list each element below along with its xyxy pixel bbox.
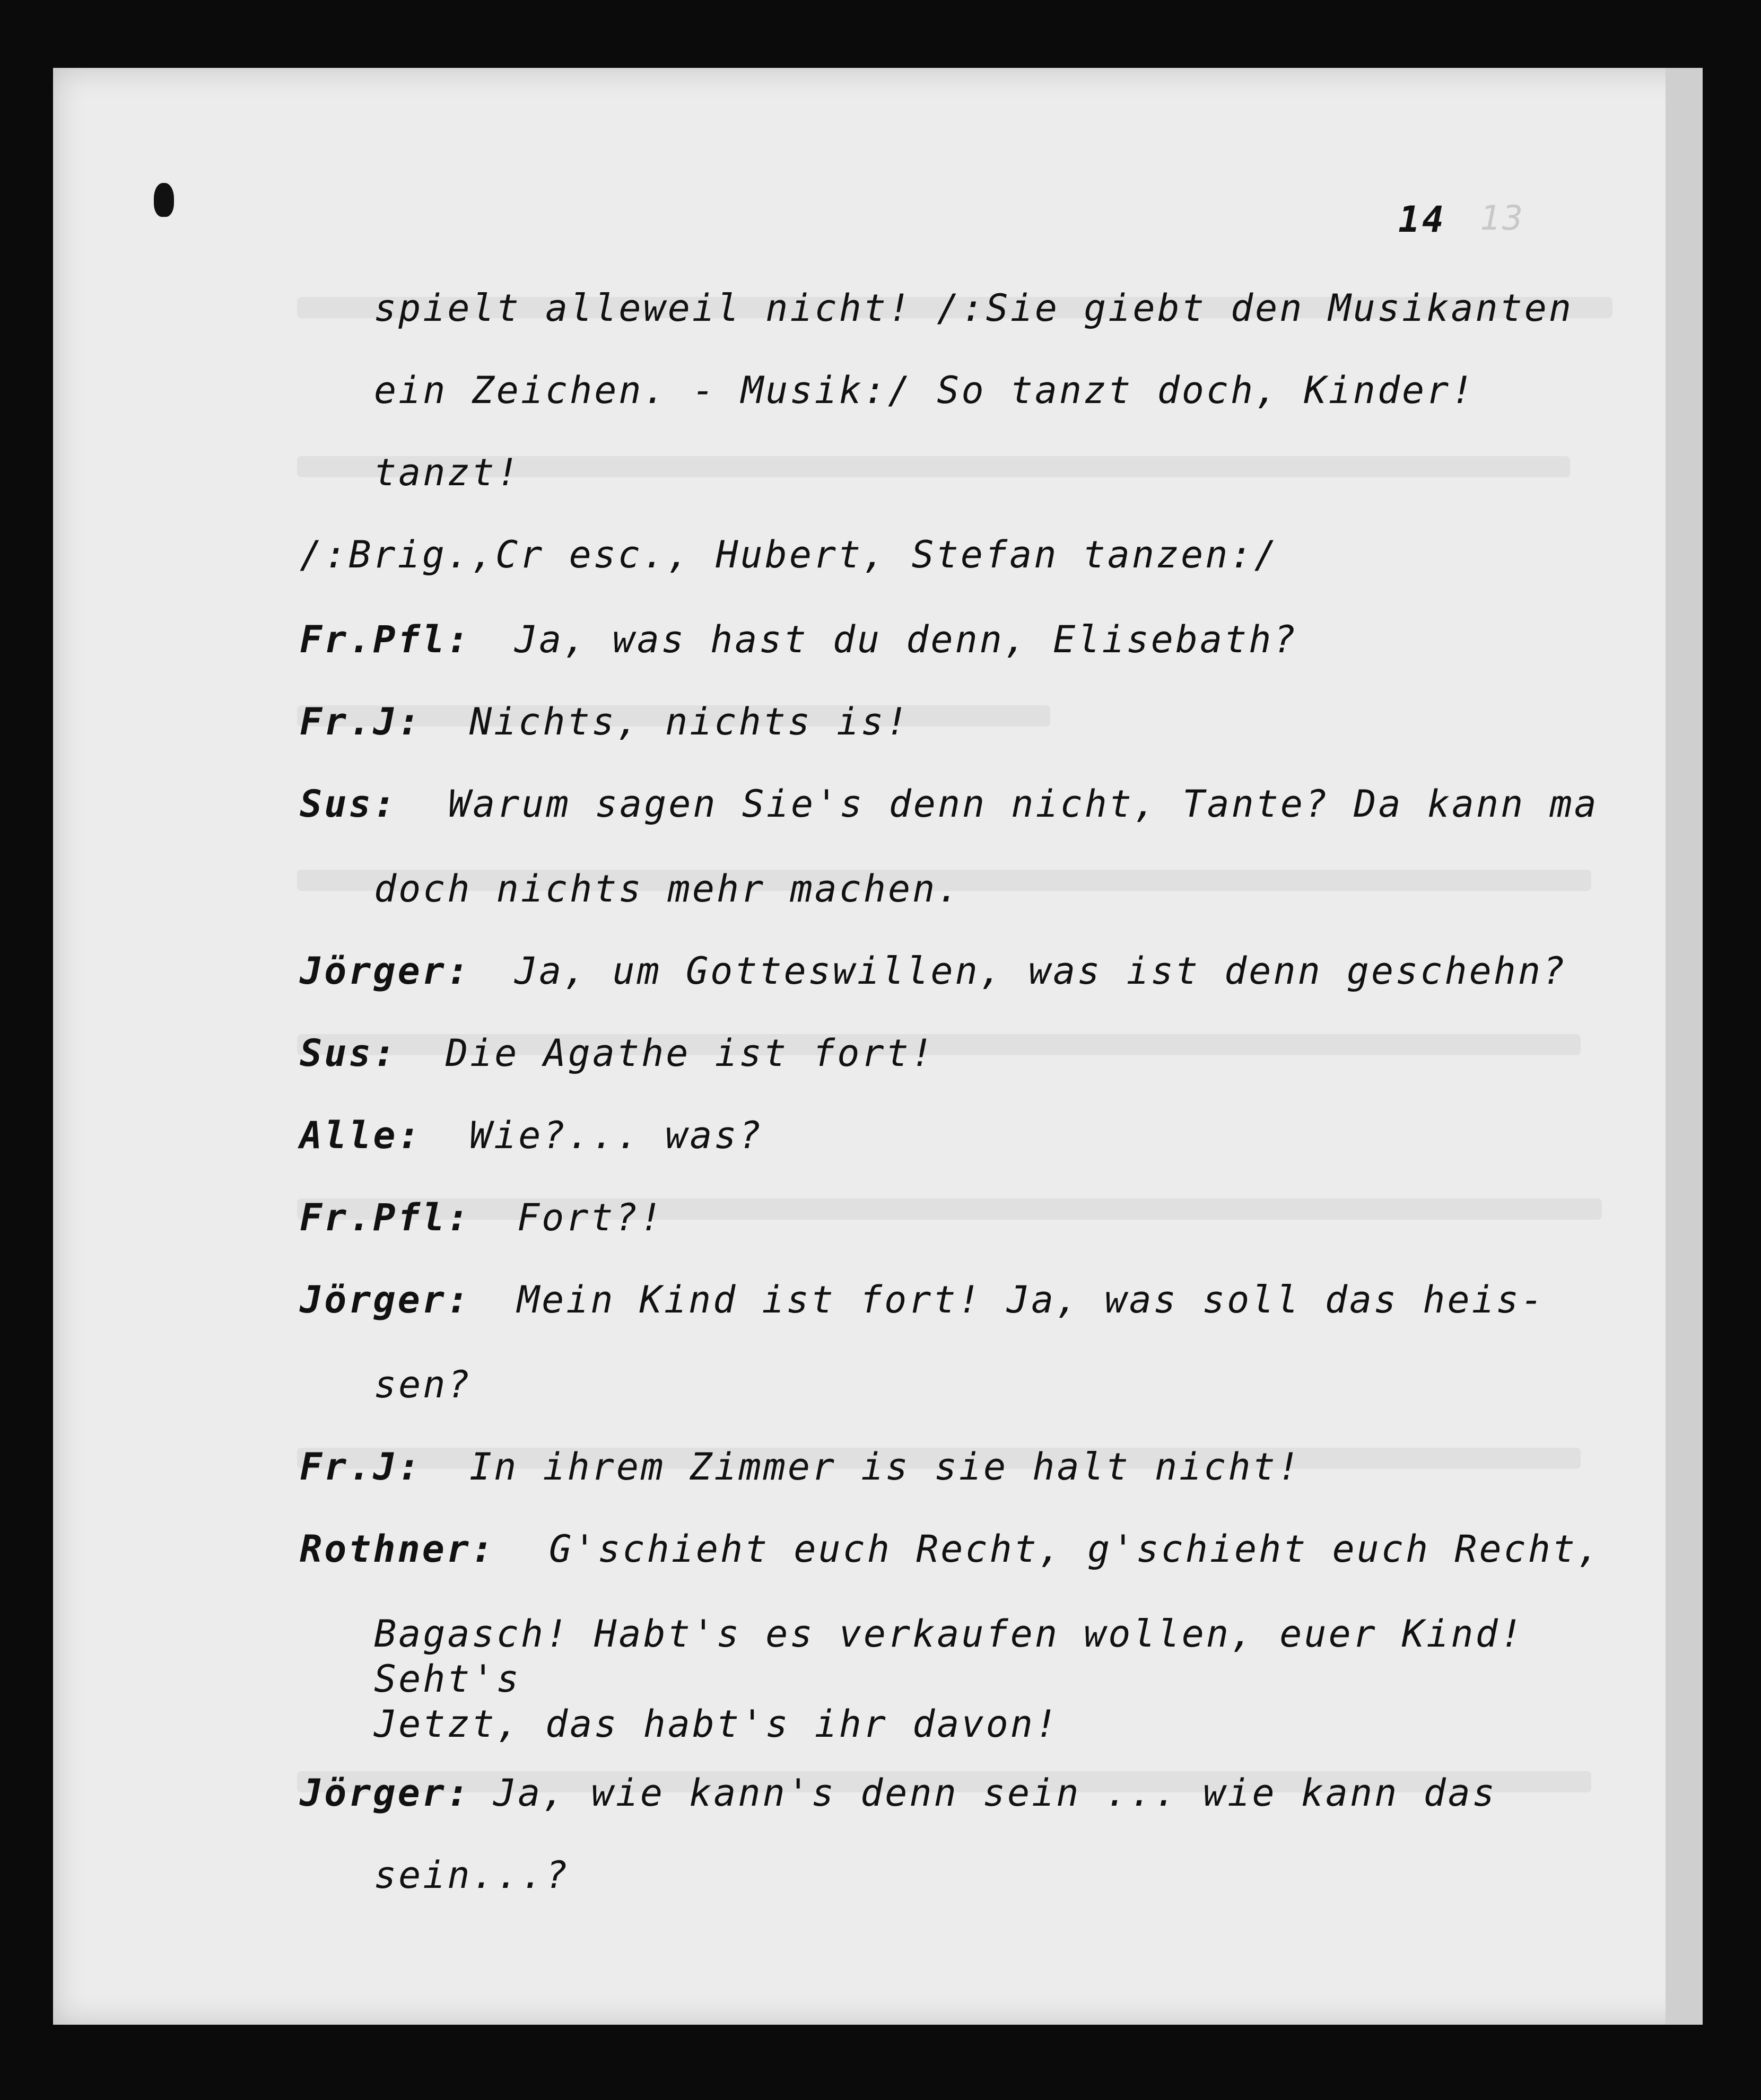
dialogue-line: Ja, um Gotteswillen, was ist denn geschehn?: [515, 949, 1567, 993]
dialogue-continuation: sen?: [374, 1363, 472, 1406]
page-number: 14: [1398, 199, 1446, 241]
dialogue-line: Mein Kind ist fort! Ja, was soll das heis-: [517, 1278, 1546, 1322]
speaker-label: Jörger:: [300, 1278, 472, 1322]
ghost-page-number: 13: [1480, 199, 1525, 238]
speaker-label: Fr.J:: [300, 700, 422, 743]
script-line: tanzt!: [374, 451, 521, 494]
speaker-label: Fr.Pfl:: [300, 1196, 472, 1239]
paper-edge: [1666, 68, 1703, 2025]
speaker-label: Jörger:: [300, 949, 472, 993]
dialogue-continuation: Seht's: [374, 1657, 521, 1701]
speaker-label: Fr.J:: [300, 1445, 422, 1489]
script-line: ein Zeichen. - Musik:/ So tanzt doch, Kinder!: [374, 369, 1476, 412]
bleed-through-line: [297, 1198, 1602, 1220]
dialogue-line: Ja, wie kann's denn sein ... wie kann das: [493, 1771, 1497, 1815]
dialogue-line: Ja, was hast du denn, Elisebath?: [515, 618, 1298, 661]
speaker-label: Fr.Pfl:: [300, 618, 472, 661]
dialogue-continuation: sein...?: [374, 1853, 570, 1897]
dialogue-continuation: Bagasch! Habt's es verkaufen wollen, euer Kind!: [374, 1612, 1524, 1656]
dialogue-line: Die Agathe ist fort!: [446, 1031, 935, 1075]
punch-hole-mark: [154, 183, 174, 217]
speaker-label: Alle:: [300, 1114, 422, 1157]
dialogue-line: G'schieht euch Recht, g'schieht euch Recht,: [549, 1527, 1602, 1571]
speaker-label: Rothner:: [300, 1527, 496, 1571]
dialogue-line: Wie?... was?: [469, 1114, 763, 1157]
dialogue-continuation: Jetzt, das habt's ihr davon!: [374, 1702, 1060, 1746]
dialogue-line: Fort?!: [517, 1196, 664, 1239]
speaker-label: Sus:: [300, 782, 398, 826]
speaker-label: Sus:: [300, 1031, 398, 1075]
dialogue-line: In ihrem Zimmer is sie halt nicht!: [469, 1445, 1302, 1489]
speaker-label: Jörger:: [300, 1771, 472, 1815]
dialogue-continuation: doch nichts mehr machen.: [374, 867, 962, 911]
dialogue-line: Nichts, nichts is!: [469, 700, 910, 743]
stage-direction: /:Brig.,Cr esc., Hubert, Stefan tanzen:/: [300, 533, 1279, 576]
script-line: spielt alleweil nicht! /:Sie giebt den Musikanten: [374, 286, 1574, 330]
dialogue-line: Warum sagen Sie's denn nicht, Tante? Da kann ma: [448, 782, 1599, 826]
